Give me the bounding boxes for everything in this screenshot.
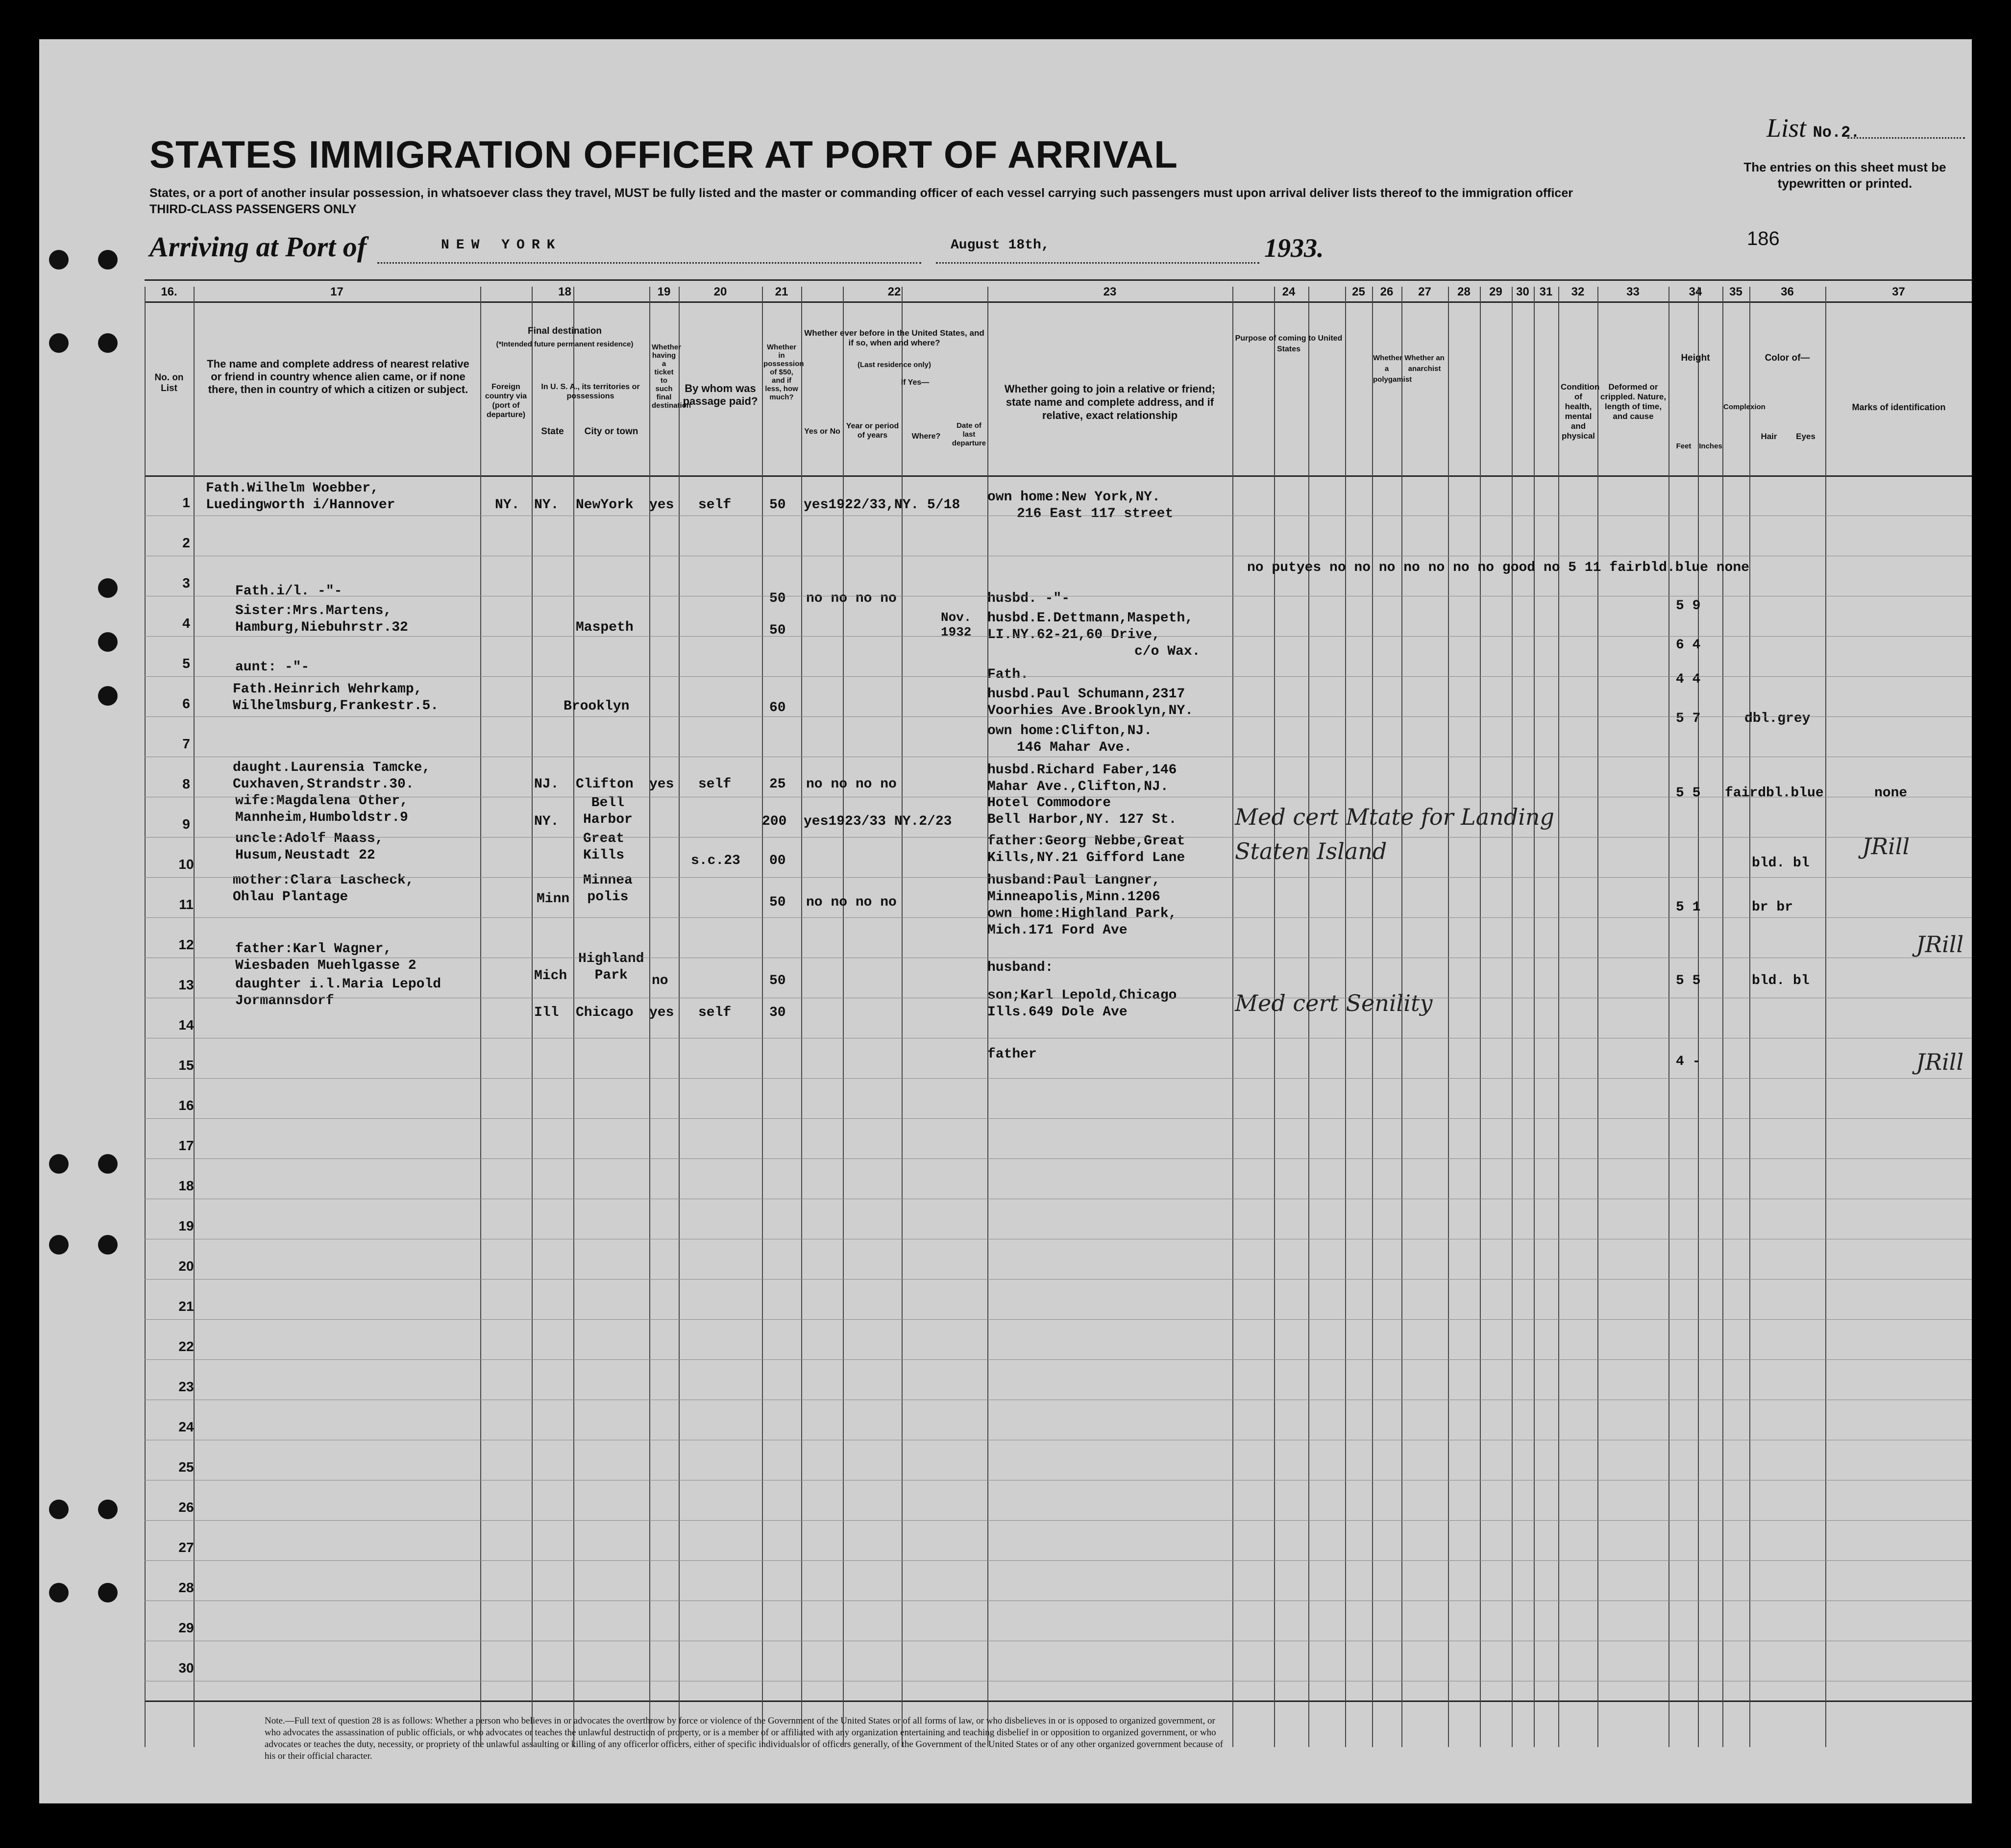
column-line bbox=[1825, 287, 1826, 1747]
entry-cell: 50 bbox=[769, 895, 786, 910]
column-line bbox=[1668, 287, 1669, 1747]
entry-line: son;Karl Lepold,Chicago bbox=[987, 988, 1177, 1003]
entry-cell: yes1923/33 NY.2/23 bbox=[804, 814, 952, 829]
entry-line: Mich.171 Ford Ave bbox=[987, 923, 1128, 938]
row-number: 27 bbox=[178, 1540, 194, 1555]
entry-line: uncle:Adolf Maass, bbox=[235, 831, 384, 846]
form-subtitle bbox=[149, 185, 1668, 218]
entry-line: own home:Clifton,NJ. bbox=[987, 723, 1153, 739]
entry-relative bbox=[235, 831, 383, 864]
entry-cell: NY. bbox=[534, 814, 559, 829]
port-value: NEW YORK bbox=[441, 238, 562, 253]
column-number: 34 bbox=[1689, 285, 1702, 298]
row-line bbox=[145, 1359, 1972, 1360]
header-in-usa: In U. S. A., its territories or possessions bbox=[541, 383, 640, 400]
column-line bbox=[573, 287, 574, 1747]
binder-hole bbox=[98, 1154, 118, 1174]
binder-hole bbox=[49, 1583, 69, 1602]
row-number: 18 bbox=[178, 1178, 194, 1193]
header-purpose: Purpose of coming to United States bbox=[1235, 334, 1343, 353]
row-number: 17 bbox=[178, 1138, 194, 1153]
entry-line: Mannheim,Humboldstr.9 bbox=[235, 810, 408, 825]
entry-line: father:Georg Nebbe,Great bbox=[987, 834, 1185, 849]
header-complexion: Complexion bbox=[1723, 403, 1766, 411]
header-where: Where? bbox=[911, 432, 941, 441]
entry-line: daughter i.l.Maria Lepold bbox=[235, 977, 441, 992]
handwritten-signature: JRill bbox=[1916, 1049, 1964, 1075]
column-number: 21 bbox=[775, 285, 788, 298]
binder-hole bbox=[98, 1235, 118, 1255]
binder-hole bbox=[98, 250, 118, 270]
entries-note: The entries on this sheet must be typewritten or printed. bbox=[1743, 160, 1946, 191]
row-line bbox=[145, 1158, 1972, 1159]
entry-line: Jormannsdorf bbox=[235, 993, 334, 1009]
entry-cell: Ill bbox=[534, 1005, 559, 1020]
row-line bbox=[145, 716, 1972, 717]
row-number: 5 bbox=[182, 656, 190, 671]
column-number: 30 bbox=[1516, 285, 1529, 298]
header-year: Year or period of years bbox=[846, 422, 899, 440]
entry-cell: no no no no bbox=[806, 777, 897, 792]
row-number: 15 bbox=[178, 1058, 194, 1073]
column-line bbox=[1448, 287, 1449, 1747]
row-line bbox=[145, 1078, 1972, 1079]
entry-relative bbox=[233, 760, 430, 793]
column-line bbox=[1274, 287, 1275, 1747]
header-yes-no: Yes or No bbox=[804, 427, 840, 436]
row-line bbox=[145, 636, 1972, 637]
entry-line: Bell Harbor,NY. 127 St. bbox=[987, 812, 1177, 827]
row-line bbox=[145, 1520, 1972, 1521]
entry-cell: no bbox=[652, 973, 668, 988]
footnote: Note.—Full text of question 28 is as follows: Whether a person who believes in or advocates the overthrow by force or violence of the Government of the United States or of all forms of law, or who disbelieves in or is opposed to organized government, or who advocates the assassination of public officials, or who advocates or teaches the unlawful destruction of property, or is a member of or affiliated with any organization entertaining and teaching disbelief in or opposition to organized government, or who advocates or teaches the duty, necessity, or propriety of the unlawful assaulting or killing of any officer or officers, either of specific individuals or of officers generally, of the Government of the United States or of any other organized government because of his or their official character. bbox=[265, 1716, 1224, 1761]
row-number: 6 bbox=[182, 696, 190, 711]
entry-line: Voorhies Ave.Brooklyn,NY. bbox=[987, 703, 1194, 718]
column-number: 22 bbox=[887, 285, 901, 298]
row-number: 24 bbox=[178, 1419, 194, 1434]
entry-line: Cuxhaven,Strandstr.30. bbox=[233, 777, 414, 792]
entry-line: Husum,Neustadt 22 bbox=[235, 848, 375, 863]
row-number: 21 bbox=[178, 1299, 194, 1314]
entry-line: Bell bbox=[591, 795, 625, 811]
column-number: 16. bbox=[161, 285, 177, 298]
entry-line: daught.Laurensia Tamcke, bbox=[233, 760, 431, 775]
form-title: STATES IMMIGRATION OFFICER AT PORT OF ARRIVAL bbox=[149, 133, 1178, 176]
entry-cell: 6 4 bbox=[1676, 638, 1701, 653]
entry-cell: br br bbox=[1752, 900, 1793, 915]
row-number: 10 bbox=[178, 857, 194, 872]
entry-line: Park bbox=[594, 968, 628, 983]
entry-cell: no no no no bbox=[806, 895, 897, 910]
header-inches: Inches bbox=[1699, 442, 1722, 450]
row-line bbox=[145, 1279, 1972, 1280]
column-line bbox=[1345, 287, 1346, 1747]
list-number: No.2. bbox=[1813, 123, 1860, 142]
row-line bbox=[145, 877, 1972, 878]
column-line bbox=[145, 287, 146, 1747]
column-number: 17 bbox=[330, 285, 343, 298]
column-number: 33 bbox=[1626, 285, 1640, 298]
entry-line: father:Karl Wagner, bbox=[235, 941, 392, 957]
header-hair: Hair bbox=[1761, 432, 1777, 441]
entry-cell: Brooklyn bbox=[564, 699, 630, 714]
column-line bbox=[1401, 287, 1402, 1747]
list-label bbox=[1766, 113, 1860, 143]
entry-line: Minneapolis,Minn.1206 bbox=[987, 889, 1160, 905]
row-number: 16 bbox=[178, 1098, 194, 1113]
header-ticket: Whether having a ticket to such final destination bbox=[652, 343, 691, 410]
entry-cell: 30 bbox=[769, 1005, 786, 1020]
entry-cell: 5 7 bbox=[1676, 711, 1701, 726]
entry-line: Hotel Commodore bbox=[987, 795, 1111, 811]
entry-cell: Fath. bbox=[987, 667, 1029, 682]
entry-line: LI.NY.62-21,60 Drive, bbox=[987, 627, 1160, 642]
row-number: 1 bbox=[182, 495, 190, 510]
column-number: 27 bbox=[1418, 285, 1431, 298]
entry-line: Highland bbox=[578, 951, 644, 966]
column-line bbox=[1480, 287, 1481, 1747]
binder-hole bbox=[98, 1500, 118, 1519]
entry-cell: 25 bbox=[769, 777, 786, 792]
entry-cell: 50 bbox=[769, 591, 786, 606]
entry-cell: yes bbox=[649, 777, 674, 792]
row-number: 11 bbox=[179, 897, 194, 912]
row-number: 9 bbox=[182, 816, 190, 832]
entry-cell: husbd. -"- bbox=[987, 591, 1070, 606]
entry-cell: Maspeth bbox=[576, 620, 634, 635]
header-join-relative: Whether going to join a relative or friend; state name and complete address, and if relative, exact relationship bbox=[1004, 383, 1216, 421]
column-line bbox=[1749, 287, 1750, 1747]
column-number: 25 bbox=[1352, 285, 1365, 298]
entry-line: c/o Wax. bbox=[1134, 644, 1201, 659]
row-number: 14 bbox=[178, 1017, 194, 1033]
entry-cell: yes bbox=[649, 497, 674, 513]
entry-join bbox=[987, 610, 1200, 660]
entry-join bbox=[987, 872, 1177, 939]
entry-cell: 5 9 bbox=[1676, 598, 1701, 614]
binder-hole bbox=[49, 333, 69, 353]
entry-cell: 5 1 bbox=[1676, 900, 1701, 915]
column-line bbox=[1722, 287, 1723, 1747]
column-number: 20 bbox=[713, 285, 727, 298]
column-line bbox=[1698, 287, 1699, 1747]
column-line bbox=[1232, 287, 1233, 1747]
entry-line: Fath.Wilhelm Woebber, bbox=[206, 481, 379, 496]
binder-hole bbox=[49, 250, 69, 270]
column-number: 29 bbox=[1489, 285, 1502, 298]
entry-relative bbox=[235, 793, 408, 826]
entry-line: own home:New York,NY. bbox=[987, 490, 1160, 505]
entry-cell: 50 bbox=[769, 623, 786, 638]
column-line bbox=[1512, 287, 1513, 1747]
row-number: 25 bbox=[178, 1459, 194, 1475]
handwritten-note: Med cert Mtate for Landing bbox=[1235, 804, 1554, 830]
column-number: 37 bbox=[1892, 285, 1905, 298]
column-number: 23 bbox=[1103, 285, 1117, 298]
entry-line: 216 East 117 street bbox=[1017, 506, 1174, 521]
row-number: 19 bbox=[178, 1218, 194, 1233]
entry-line: Minnea bbox=[583, 873, 633, 888]
row-number: 23 bbox=[178, 1379, 194, 1394]
binder-hole bbox=[98, 333, 118, 353]
entry-cell: 00 bbox=[769, 853, 786, 868]
entry-line: Harbor bbox=[583, 812, 633, 827]
entry-line: Ohlau Plantage bbox=[233, 889, 348, 905]
entry-line: husbd.Paul Schumann,2317 bbox=[987, 687, 1185, 702]
entry-join bbox=[987, 987, 1177, 1021]
header-eyes: Eyes bbox=[1796, 432, 1815, 441]
row-number: 20 bbox=[178, 1258, 194, 1274]
header-health: Condition of health, mental and physical bbox=[1561, 382, 1600, 441]
header-height: Height bbox=[1681, 353, 1710, 363]
column-number: 32 bbox=[1571, 285, 1585, 298]
row-number: 22 bbox=[178, 1339, 194, 1354]
page-number: 186 bbox=[1747, 228, 1780, 249]
row-number: 29 bbox=[178, 1620, 194, 1635]
manifest-sheet bbox=[39, 39, 1972, 1803]
year-value: 1933. bbox=[1264, 233, 1324, 263]
binder-hole bbox=[98, 632, 118, 652]
entry-cell: dbl.grey bbox=[1744, 711, 1811, 726]
entry-line: Fath.Heinrich Wehrkamp, bbox=[233, 682, 422, 697]
column-line bbox=[1534, 287, 1535, 1747]
binder-hole bbox=[98, 686, 118, 706]
entry-line: 146 Mahar Ave. bbox=[1017, 740, 1132, 755]
table-top-rule bbox=[145, 279, 1972, 281]
header-passage-paid: By whom was passage paid? bbox=[683, 382, 758, 407]
entry-line: Sister:Mrs.Martens, bbox=[235, 603, 392, 618]
entry-cell: 50 bbox=[769, 973, 786, 988]
column-line bbox=[1597, 287, 1598, 1747]
entry-cell: no no no no bbox=[806, 591, 897, 606]
entry-line: Mahar Ave.,Clifton,NJ. bbox=[987, 779, 1169, 794]
entry-line: Hamburg,Niebuhrstr.32 bbox=[235, 620, 408, 635]
column-line bbox=[762, 287, 763, 1747]
column-line bbox=[1558, 287, 1559, 1747]
header-last-residence: (Last residence only) bbox=[857, 361, 932, 369]
column-line bbox=[679, 287, 680, 1747]
header-deformed: Deformed or crippled. Nature, length of time, and cause bbox=[1600, 382, 1667, 421]
entry-line: husbd.E.Dettmann,Maspeth, bbox=[987, 611, 1194, 626]
binder-hole bbox=[49, 1154, 69, 1174]
handwritten-note: Staten Island bbox=[1235, 838, 1387, 864]
date-line bbox=[936, 262, 1259, 264]
entry-cell: 200 bbox=[762, 814, 787, 829]
entry-city bbox=[583, 795, 633, 828]
subtitle-line: States, or a port of another insular possession, in whatsoever class they travel, MUST be fully listed and the master or commanding officer of each vessel carrying such passengers must upon arrival deliver lists thereof to the immigration officer bbox=[149, 186, 1573, 200]
column-number: 26 bbox=[1380, 285, 1394, 298]
entry-cell: NewYork bbox=[576, 497, 634, 513]
entry-cell: 50 bbox=[769, 497, 786, 513]
handwritten-signature: JRill bbox=[1862, 833, 1910, 860]
entry-cell: s.c.23 bbox=[691, 853, 740, 868]
column-number: 19 bbox=[657, 285, 671, 298]
entry-line: mother:Clara Lascheck, bbox=[233, 873, 414, 888]
port-line bbox=[377, 262, 921, 264]
entry-cell: Minn bbox=[537, 891, 570, 907]
header-state: State bbox=[541, 426, 564, 437]
column-number: 28 bbox=[1457, 285, 1471, 298]
column-line bbox=[532, 287, 533, 1747]
entry-cell: bld. bl bbox=[1752, 973, 1810, 988]
handwritten-signature: JRill bbox=[1916, 931, 1964, 958]
entry-cell: father bbox=[987, 1047, 1037, 1062]
entry-cell: 5 5 bbox=[1676, 786, 1701, 801]
entry-cell: bld. bl bbox=[1752, 856, 1810, 871]
entry-relative bbox=[235, 976, 441, 1010]
binder-hole bbox=[98, 578, 118, 598]
entry-cell: no putyes no no no no no no no good no 5 11 fairbld.blue none bbox=[1247, 560, 1749, 575]
entry-cell: self bbox=[698, 777, 732, 792]
entry-relative bbox=[235, 603, 408, 636]
list-number-line bbox=[1847, 137, 1965, 139]
date-value: August 18th, bbox=[951, 238, 1050, 253]
header-foreign-country: Foreign country via (port of departure) bbox=[485, 383, 527, 419]
entry-line: Great bbox=[583, 831, 625, 846]
entry-city bbox=[578, 951, 644, 984]
entry-relative bbox=[233, 681, 439, 715]
row-number: 12 bbox=[178, 937, 194, 952]
entry-line: Kills,NY.21 Gifford Lane bbox=[987, 850, 1185, 865]
entry-line: husband:Paul Langner, bbox=[987, 873, 1160, 888]
entry-line: Kills bbox=[583, 848, 625, 863]
row-number: 30 bbox=[178, 1660, 194, 1676]
column-number: 35 bbox=[1729, 285, 1742, 298]
header-relative: The name and complete address of nearest relative or friend in country whence alien came, or if none there, then in country of which a citizen or subject. bbox=[207, 358, 469, 395]
binder-hole bbox=[49, 1235, 69, 1255]
entry-line: own home:Highland Park, bbox=[987, 906, 1177, 921]
header-feet: Feet bbox=[1676, 442, 1692, 450]
header-final-destination-note: (*Intended future permanent residence) bbox=[496, 340, 634, 348]
entry-cell: Nov. 1932 bbox=[941, 610, 972, 640]
column-line bbox=[480, 287, 481, 1747]
entry-join bbox=[987, 489, 1173, 522]
entry-cell: NJ. bbox=[534, 777, 559, 792]
column-line bbox=[1308, 287, 1309, 1747]
row-number: 4 bbox=[182, 616, 190, 631]
row-number: 2 bbox=[182, 535, 190, 550]
row-number: 8 bbox=[182, 776, 190, 791]
row-line bbox=[145, 1319, 1972, 1320]
entry-cell: 60 bbox=[769, 700, 786, 715]
entry-cell: Mich bbox=[534, 968, 567, 984]
header-money: Whether in possession of $50, and if less, how much? bbox=[763, 343, 804, 401]
header-city: City or town bbox=[584, 426, 638, 437]
header-before-in-us: Whether ever before in the United States, and if so, when and where? bbox=[804, 328, 984, 347]
column-number: 31 bbox=[1539, 285, 1553, 298]
entry-cell: yes1922/33,NY. 5/18 bbox=[804, 497, 960, 513]
column-number: 18 bbox=[558, 285, 571, 298]
entry-line: polis bbox=[587, 889, 629, 905]
entry-join bbox=[987, 795, 1177, 828]
row-line bbox=[145, 1118, 1972, 1119]
entry-line: husbd.Richard Faber,146 bbox=[987, 763, 1177, 778]
entry-line: Ills.649 Dole Ave bbox=[987, 1005, 1128, 1020]
column-number: 24 bbox=[1282, 285, 1296, 298]
row-number: 28 bbox=[178, 1580, 194, 1595]
row-number: 13 bbox=[178, 977, 194, 992]
column-line bbox=[1372, 287, 1373, 1747]
subtitle-line: THIRD-CLASS PASSENGERS ONLY bbox=[149, 202, 357, 216]
entry-join bbox=[987, 723, 1152, 756]
entry-join bbox=[987, 833, 1185, 866]
binder-hole bbox=[98, 1583, 118, 1602]
entry-relative bbox=[206, 480, 395, 514]
header-color-of: Color of— bbox=[1765, 353, 1810, 363]
entry-cell: self bbox=[698, 1005, 732, 1020]
entry-cell: 4 - bbox=[1676, 1054, 1701, 1069]
arriving-label: Arriving at Port of bbox=[149, 231, 367, 263]
row-number: 26 bbox=[178, 1500, 194, 1515]
entry-line: wife:Magdalena Other, bbox=[235, 793, 408, 809]
row-number: 3 bbox=[182, 575, 190, 591]
entry-cell: NY. bbox=[534, 497, 559, 513]
entry-cell: husband: bbox=[987, 960, 1054, 975]
entry-city bbox=[583, 831, 624, 864]
row-line bbox=[145, 676, 1972, 677]
entry-cell: none bbox=[1874, 786, 1908, 801]
entry-cell: 5 5 bbox=[1676, 973, 1701, 988]
header-marks: Marks of identification bbox=[1852, 402, 1946, 412]
entry-cell: fairdbl.blue bbox=[1725, 786, 1824, 801]
entry-cell: 4 4 bbox=[1676, 672, 1701, 687]
entry-relative: Fath.i/l. -"- bbox=[235, 584, 343, 599]
header-if-yes: If Yes— bbox=[901, 378, 930, 387]
entry-cell: NY. bbox=[495, 497, 520, 513]
binder-hole bbox=[49, 1500, 69, 1519]
entry-join bbox=[987, 762, 1177, 795]
entry-cell: Clifton bbox=[576, 777, 634, 792]
column-line bbox=[801, 287, 802, 1747]
row-line bbox=[145, 1560, 1972, 1561]
handwritten-note: Med cert Senility bbox=[1235, 990, 1433, 1016]
entry-line: Luedingworth i/Hannover bbox=[206, 497, 395, 513]
entry-cell: Chicago bbox=[576, 1005, 634, 1020]
entry-line: Wilhelmsburg,Frankestr.5. bbox=[233, 698, 439, 714]
row-line bbox=[145, 837, 1972, 838]
column-number: 36 bbox=[1781, 285, 1794, 298]
header-anarchist: Whether an anarchist bbox=[1404, 354, 1445, 373]
entry-cell: yes bbox=[649, 1005, 674, 1020]
entry-relative: aunt: -"- bbox=[235, 660, 310, 675]
entry-cell: self bbox=[698, 497, 732, 513]
header-no-on-list: No. on List bbox=[154, 372, 184, 394]
list-label-text: List bbox=[1766, 113, 1807, 143]
header-date-departure: Date of last departure bbox=[952, 421, 986, 447]
header-polygamist: Whether a polygamist bbox=[1373, 354, 1412, 384]
header-final-destination: Final destination bbox=[528, 326, 602, 336]
entry-join bbox=[987, 686, 1193, 719]
entry-line: Wiesbaden Muehlgasse 2 bbox=[235, 958, 417, 973]
row-line bbox=[145, 917, 1972, 918]
row-number: 7 bbox=[182, 736, 190, 751]
